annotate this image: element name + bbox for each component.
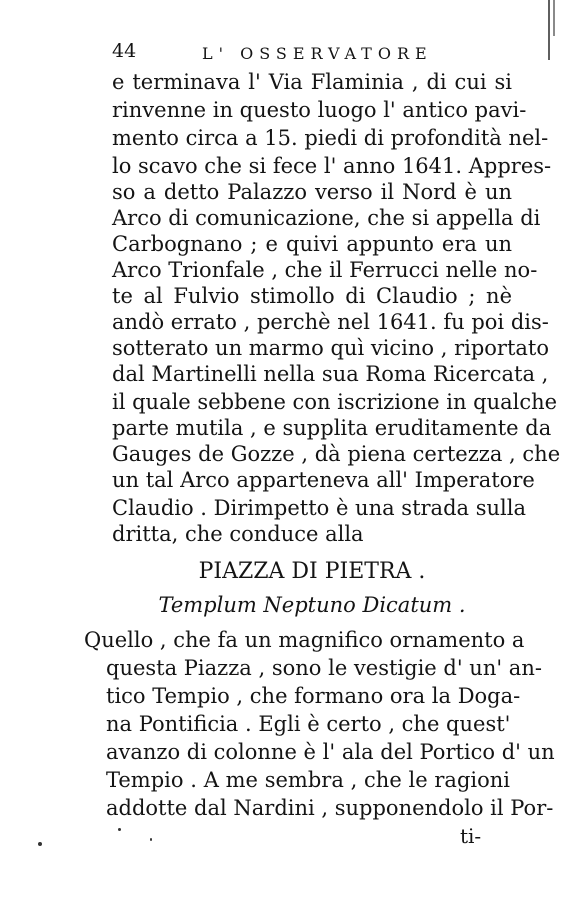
running-head: L' OSSERVATORE: [202, 44, 433, 63]
ink-speck: [38, 842, 42, 846]
ink-speck: [118, 828, 121, 831]
section-subheading: Templum Neptuno Dicatum .: [158, 593, 466, 617]
page-number: 44: [112, 40, 137, 62]
text-line: avanzo di colonne è l' ala del Portico d' un: [106, 740, 555, 764]
section-heading: PIAZZA DI PIETRA .: [198, 559, 426, 584]
ink-speck: [150, 838, 152, 841]
text-line: Quello , che fa un magnifico ornamento a: [84, 628, 525, 652]
text-line: sotterato un marmo quì vicino , riportato: [112, 336, 550, 360]
page-edge-mark: [548, 0, 550, 60]
text-line: mento circa a 15. piedi di profondità nel-: [112, 126, 549, 150]
text-line: lo scavo che si fece l' anno 1641. Appres-: [112, 154, 552, 178]
text-line: dal Martinelli nella sua Roma Ricercata ,: [112, 362, 549, 386]
text-line: questa Piazza , sono le vestigie d' un' an-: [106, 656, 542, 680]
text-line: Arco Trionfale , che il Ferrucci nelle no-: [112, 258, 538, 282]
text-line: il quale sebbene con iscrizione in qualche: [112, 390, 558, 414]
text-line: Tempio . A me sembra , che le ragioni: [106, 768, 510, 792]
page-edge-mark: [553, 0, 555, 36]
text-line: un tal Arco apparteneva all' Imperatore: [112, 468, 535, 492]
text-line: parte mutila , e supplita eruditamente da: [112, 416, 552, 440]
text-line: Gauges de Gozze , dà piena certezza , che: [112, 442, 561, 466]
text-line: tico Tempio , che formano ora la Doga-: [106, 684, 521, 708]
text-line: e terminava l' Via Flaminia , di cui si: [112, 70, 512, 94]
text-line: andò errato , perchè nel 1641. fu poi dis-: [112, 310, 549, 334]
text-line: Carbognano ; e quivi appunto era un: [112, 232, 512, 256]
text-line: so a detto Palazzo verso il Nord è un: [112, 180, 512, 204]
catchword: ti-: [460, 824, 482, 848]
text-line: Arco di comunicazione, che si appella di: [112, 206, 541, 230]
page-header: [112, 40, 512, 68]
text-line: Claudio . Dirimpetto è una strada sulla: [112, 496, 526, 520]
text-line: rinvenne in questo luogo l' antico pavi-: [112, 98, 527, 122]
text-line: addotte dal Nardini , supponendolo il Por-: [106, 796, 554, 820]
text-line: na Pontificia . Egli è certo , che quest': [106, 712, 511, 736]
text-line: te al Fulvio stimollo di Claudio ; nè: [112, 284, 512, 308]
text-line: dritta, che conduce alla: [112, 522, 364, 546]
